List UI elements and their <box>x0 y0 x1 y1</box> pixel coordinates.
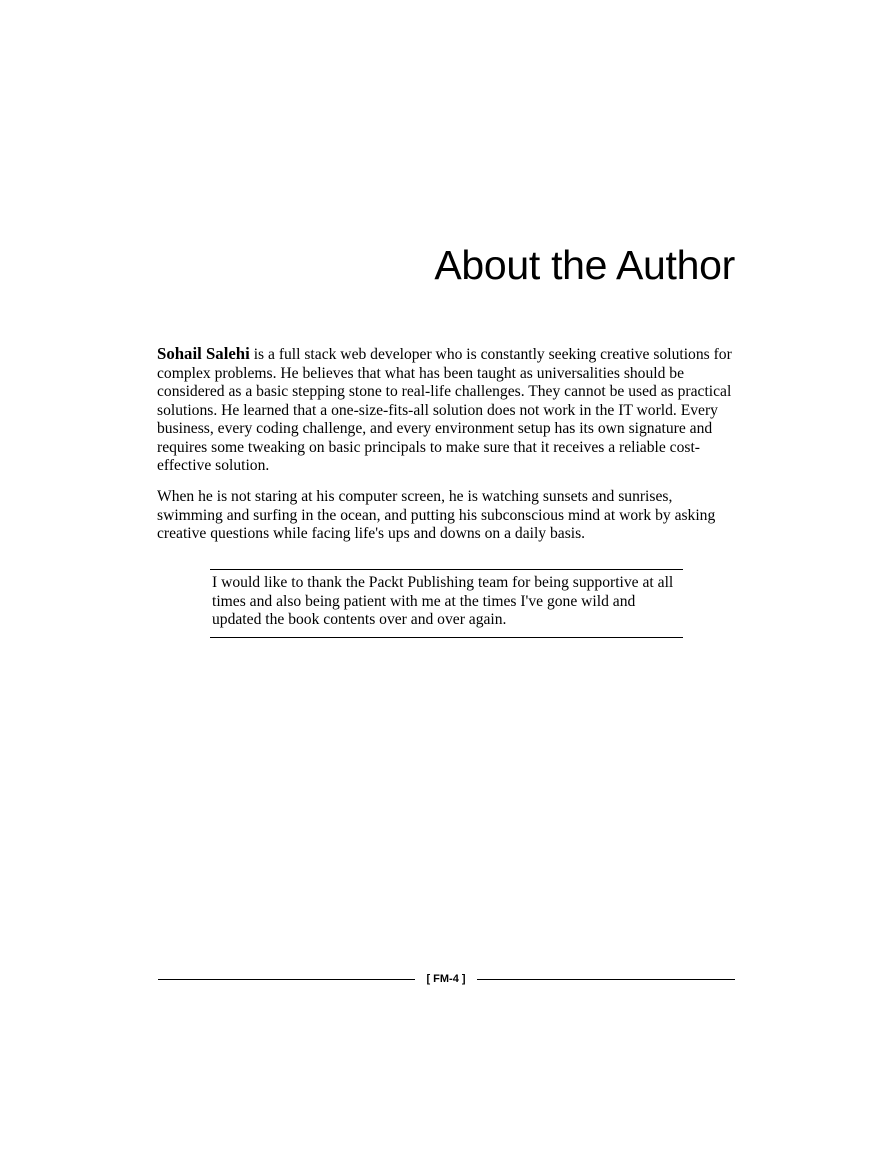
footer-rule-left <box>158 979 415 980</box>
bio-paragraph-2 <box>157 488 737 544</box>
bio-paragraph-2-text: When he is not staring at his computer screen, he is watching sunsets and sunrises, swimming and surfing in the ocean, and putting his subconscious mind at work by asking creative questions while facing life's ups and downs on a daily basis. <box>157 488 716 542</box>
acknowledgement-box <box>210 569 683 638</box>
page-number: [ FM-4 ] <box>426 973 466 985</box>
page-title: About the Author <box>434 242 735 288</box>
bio-paragraph-1-text: is a full stack web developer who is constantly seeking creative solutions for complex problems. He believes that what has been taught as universalities should be considered as a basic stepping stone to real-life challenges. They cannot be used as practical solutions. He learned that a one-size-fits-all solution does not work in the IT world. Every business, every coding challenge, and every environment setup has its own signature and requires some tweaking on basic principals to make sure that it receives a reliable cost-effective solution. <box>157 346 732 474</box>
bio-paragraph-1 <box>157 345 737 476</box>
footer-rule-right <box>477 979 735 980</box>
acknowledgement-text: I would like to thank the Packt Publishing team for being supportive at all times and also being patient with me at the times I've gone wild and updated the book contents over and over again. <box>212 574 674 628</box>
author-name: Sohail Salehi <box>157 344 250 363</box>
